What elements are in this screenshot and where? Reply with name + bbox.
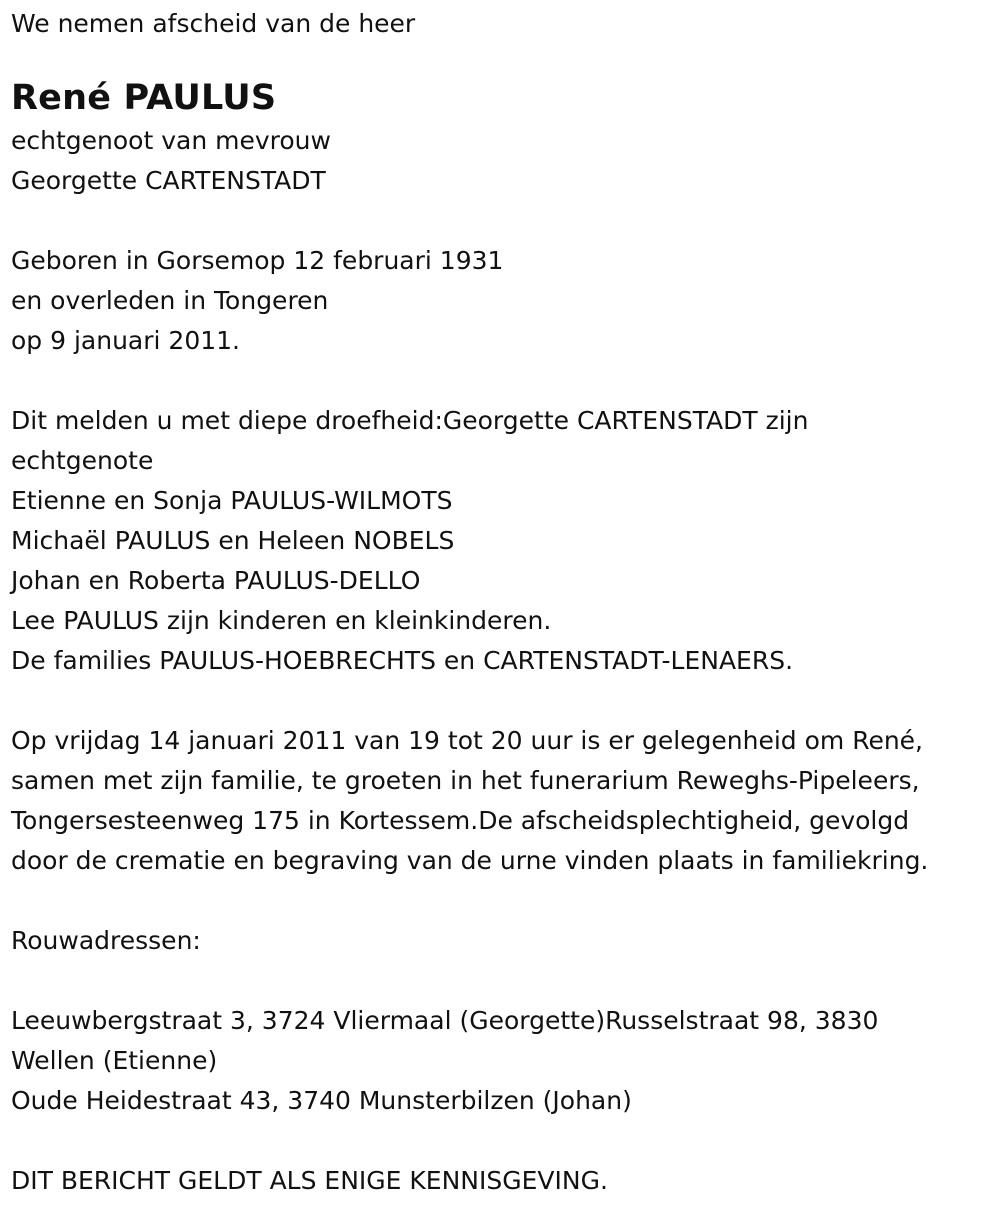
address-line: Wellen (Etienne) <box>11 1046 218 1075</box>
family-line: Dit melden u met diepe droefheid:Georgette CARTENSTADT zijn <box>11 406 809 435</box>
ceremony-line: samen met zijn familie, te groeten in het funerarium Reweghs-Pipeleers, <box>11 766 920 795</box>
ceremony-line: door de crematie en begraving van de urne vinden plaats in familiekring. <box>11 846 929 875</box>
address-line: Leeuwbergstraat 3, 3724 Vliermaal (Georgette)Russelstraat 98, 3830 <box>11 1006 879 1035</box>
spacer <box>11 881 1000 921</box>
family-line: Johan en Roberta PAULUS-DELLO <box>11 566 421 595</box>
life-line: Geboren in Gorsemop 12 februari 1931 <box>11 246 504 275</box>
life-line: op 9 januari 2011. <box>11 326 240 355</box>
spouse-line: Georgette CARTENSTADT <box>11 166 326 195</box>
life-dates-block <box>11 241 1000 361</box>
address-line: Oude Heidestraat 43, 3740 Munsterbilzen (Johan) <box>11 1086 632 1115</box>
deceased-name: René PAULUS <box>11 78 277 118</box>
spouse-line: echtgenoot van mevrouw <box>11 126 331 155</box>
life-line: en overleden in Tongeren <box>11 286 329 315</box>
family-line: Lee PAULUS zijn kinderen en kleinkinderen. <box>11 606 552 635</box>
spacer <box>11 681 1000 721</box>
spacer <box>11 1121 1000 1161</box>
family-line: Michaël PAULUS en Heleen NOBELS <box>11 526 455 555</box>
family-line: Etienne en Sonja PAULUS-WILMOTS <box>11 486 453 515</box>
family-line: echtgenote <box>11 446 154 475</box>
family-line: De families PAULUS-HOEBRECHTS en CARTENSTADT-LENAERS. <box>11 646 794 675</box>
spacer <box>11 361 1000 401</box>
ceremony-block <box>11 721 1000 881</box>
spouse-block <box>11 121 1000 201</box>
closing-notice: DIT BERICHT GELDT ALS ENIGE KENNISGEVING. <box>11 1166 608 1195</box>
ceremony-line: Op vrijdag 14 januari 2011 van 19 tot 20 uur is er gelegenheid om René, <box>11 726 923 755</box>
spacer <box>11 961 1000 1001</box>
family-block <box>11 401 1000 681</box>
intro-text: We nemen afscheid van de heer <box>11 9 416 38</box>
spacer <box>11 201 1000 241</box>
ceremony-line: Tongersesteenweg 175 in Kortessem.De afscheidsplechtigheid, gevolgd <box>11 806 910 835</box>
addresses-heading: Rouwadressen: <box>11 926 201 955</box>
addresses-block <box>11 1001 1000 1121</box>
